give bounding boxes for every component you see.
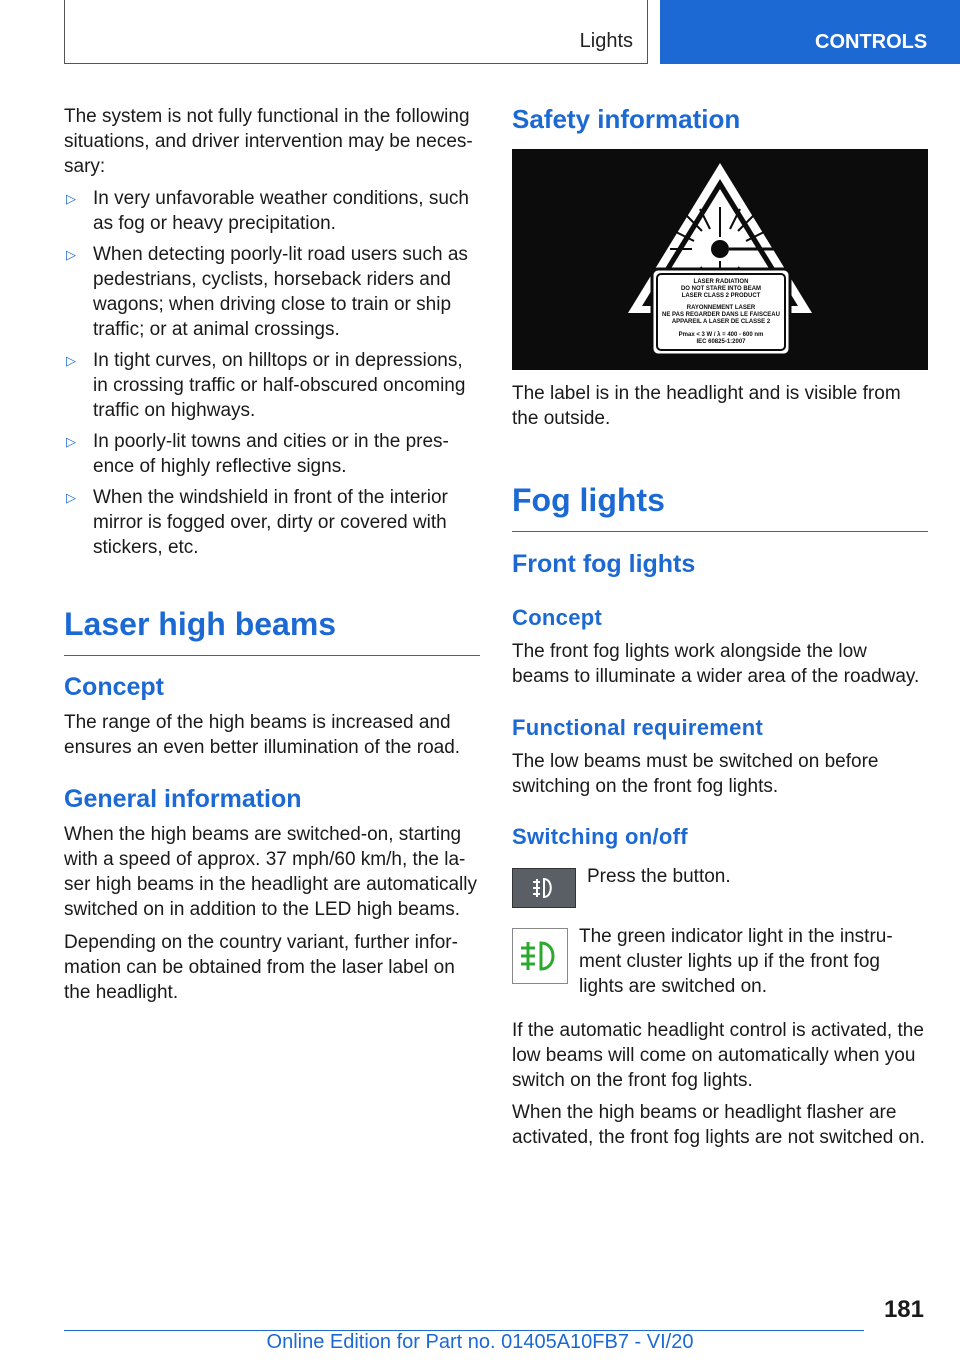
header-chapter-title: CONTROLS — [815, 31, 928, 53]
front-fog-lights-heading: Front fog lights — [512, 550, 696, 578]
fog-concept-text: The front fog lights work alongside the low beams to illuminate a wider area of the roadway. — [512, 641, 920, 687]
laser-high-beams-title: Laser high beams — [64, 606, 480, 656]
high-beam-flasher-text: When the high beams or headlight flasher are activated, the front fog lights are not switched on. — [512, 1102, 925, 1148]
laser-warning-label-image — [512, 149, 928, 370]
list-item-text: When detecting poorly-lit road users such as pedestrians, cyclists, horseback riders and wagons; when driving close to train or ship traffic; or at animal crossings. — [93, 244, 468, 340]
concept-text: The range of the high beams is increased and ensures an even better illumination of the road. — [64, 712, 461, 758]
list-item-text: In very unfavorable weather conditions, such as fog or heavy precipitation. — [93, 188, 469, 234]
fog-lights-title: Fog lights — [512, 482, 928, 532]
label-line-1: LASER RADIATION — [693, 279, 749, 285]
automatic-headlight-text: If the automatic headlight control is activated, the low beams will come on automatically when you switch on the front fog lights. — [512, 1020, 924, 1091]
label-caption: The label is in the headlight and is visible from the outside. — [512, 383, 901, 429]
situations-list — [64, 186, 480, 560]
triangle-bullet-icon: ▷ — [66, 191, 76, 206]
concept-heading-right: Concept — [512, 605, 603, 630]
general-information-heading: General information — [64, 785, 302, 813]
label-line-8: IEC 60825-1:2007 — [696, 339, 746, 345]
list-item — [64, 485, 480, 560]
indicator-light-text: The green indicator light in the instru-ment cluster lights up if the front fog lights are switched on. — [579, 926, 893, 997]
general-information-text: When the high beams are switched-on, starting with a speed of approx. 37 mph/60 km/h, the la-ser high beams in the headlight are automatically switched on in addition to the LED high beams. — [64, 824, 477, 920]
fog-indicator-light-image — [512, 928, 568, 984]
press-button-text: Press the button. — [587, 866, 731, 887]
functional-requirement-heading: Functional requirement — [512, 715, 764, 740]
label-line-4: RAYONNEMENT LASER — [686, 305, 756, 311]
label-line-2: DO NOT STARE INTO BEAM — [680, 286, 762, 292]
switching-heading: Switching on/off — [512, 824, 688, 849]
list-item-text: In tight curves, on hilltops or in depressions, in crossing traffic or half-obscured oncoming traffic on highways. — [93, 350, 466, 421]
triangle-bullet-icon: ▷ — [66, 353, 76, 368]
general-information-text-2: Depending on the country variant, further infor-mation can be obtained from the laser label on the headlight. — [64, 932, 458, 1003]
page-number: 181 — [883, 1296, 924, 1323]
list-item — [64, 186, 480, 236]
header-section-title: Lights — [579, 30, 633, 52]
header-section-box — [64, 0, 648, 64]
intro-text: The system is not fully functional in the following situations, and driver intervention may be neces-sary: — [64, 106, 473, 177]
label-line-3: LASER CLASS 2 PRODUCT — [681, 293, 761, 299]
label-line-6: APPAREIL A LASER DE CLASSE 2 — [671, 319, 771, 325]
list-item — [64, 429, 480, 479]
fog-light-button-icon — [513, 869, 575, 907]
list-item — [64, 348, 480, 423]
list-item-text: When the windshield in front of the interior mirror is fogged over, dirty or covered with stickers, etc. — [93, 487, 448, 558]
list-item — [64, 242, 480, 342]
label-line-7: Pmax < 3 W / λ = 400 - 600 nm — [678, 332, 764, 338]
functional-requirement-text: The low beams must be switched on before switching on the front fog lights. — [512, 751, 879, 797]
edition-footer: Online Edition for Part no. 01405A10FB7 - VI/20 — [266, 1331, 694, 1353]
fog-indicator-light-icon — [513, 929, 567, 983]
triangle-bullet-icon: ▷ — [66, 490, 76, 505]
fog-light-button-image — [512, 868, 576, 908]
triangle-bullet-icon: ▷ — [66, 247, 76, 262]
safety-information-heading: Safety information — [512, 104, 741, 134]
triangle-bullet-icon: ▷ — [66, 434, 76, 449]
concept-heading: Concept — [64, 673, 164, 701]
laser-warning-label-svg — [512, 149, 928, 370]
list-item-text: In poorly-lit towns and cities or in the pres-ence of highly reflective signs. — [93, 431, 449, 477]
label-line-5: NE PAS REGARDER DANS LE FAISCEAU — [662, 312, 780, 318]
header-chapter-tab — [660, 0, 960, 64]
